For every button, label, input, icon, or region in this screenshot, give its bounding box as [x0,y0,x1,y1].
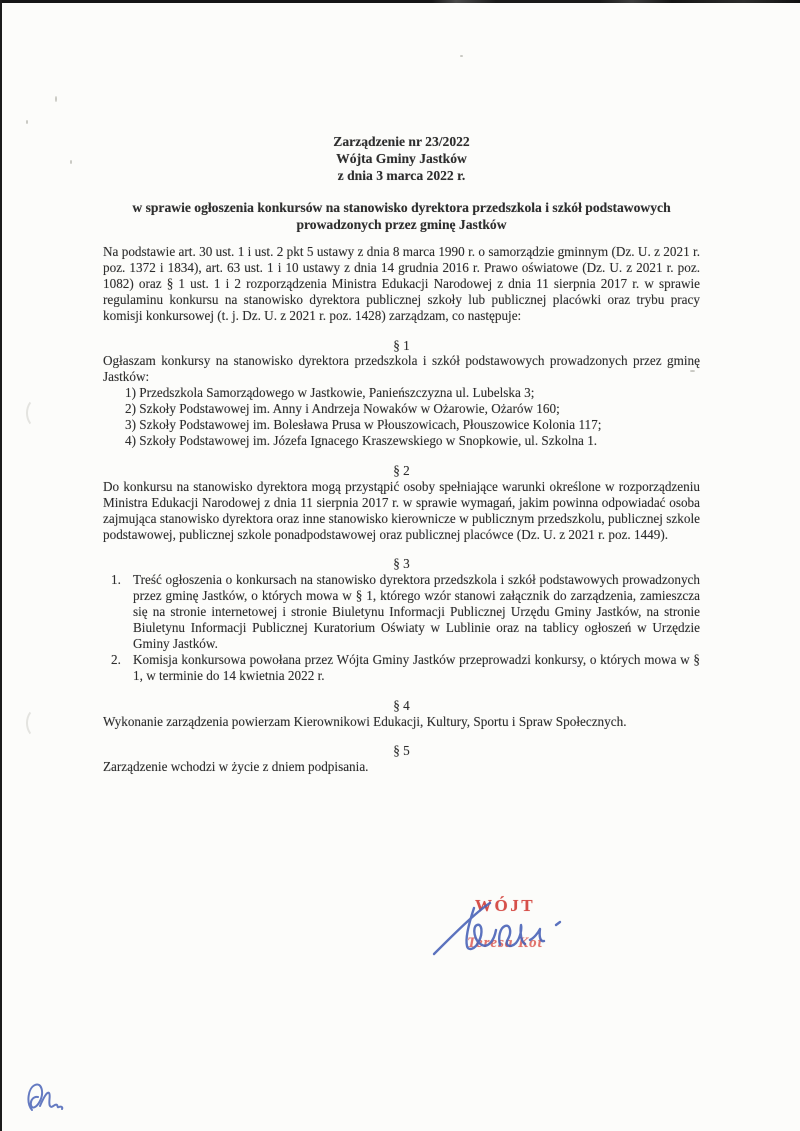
section-body: Zarządzenie wchodzi w życie z dniem podpisania. [103,759,369,775]
scan-speck [70,160,72,164]
page-curl-mark [26,708,48,738]
list-item: 4) Szkoły Podstawowej im. Józefa Ignacego Kraszewskiego w Snopkowie, ul. Szkolna 1. [125,432,598,448]
list-item: 1) Przedszkola Samorządowego w Jastkowie, Panieńszczyzna ul. Lubelska 3; [125,385,535,401]
numbered-item [103,652,700,684]
item-number: 1. [111,572,121,588]
mayor-stamp-title: WÓJT [474,896,536,915]
subject-line: prowadzonych przez gminę Jastków [296,217,507,232]
numbered-item [103,572,700,652]
section-heading: § 5 [393,743,410,759]
mayor-stamp-name: Teresa Kot [467,935,543,951]
document-title [103,0,700,184]
section-4 [103,698,700,730]
section-5 [103,743,700,775]
page-curl-mark [26,398,48,428]
document-subject [103,199,700,233]
title-line-date: z dnia 3 marca 2022 r. [337,168,466,183]
handwritten-signature-icon [424,896,584,960]
section-intro: Ogłaszam konkursy na stanowisko dyrektora przedszkola i szkół podstawowych prowadzonych przez gminę Jastków: [103,353,700,385]
list-item: 3) Szkoły Podstawowej im. Bolesława Prusa w Płouszowicach, Płouszowice Kolonia 117; [125,417,602,433]
signature-block [438,896,572,952]
section-heading: § 2 [393,462,410,478]
section-body: Wykonanie zarządzenia powierzam Kierownikowi Edukacji, Kultury, Sportu i Spraw Społecznych. [103,713,627,729]
item-number: 2. [111,651,121,667]
section-1 [103,338,700,449]
title-line-issuer: Wójta Gminy Jastków [336,151,467,166]
scan-edge-artifact-left [0,0,2,1131]
section-heading: § 1 [393,337,410,353]
scan-speck [55,96,57,102]
subject-line: w sprawie ogłoszenia konkursów na stanowisko dyrektora przedszkola i szkół podstawowych [132,200,671,215]
school-list [103,385,700,449]
list-item: 2) Szkoły Podstawowej im. Anny i Andrzeja Nowaków w Ożarowie, Ożarów 160; [125,401,560,417]
section-2 [103,463,700,543]
section-heading: § 4 [393,697,410,713]
section-heading: § 3 [393,556,410,572]
section-3 [103,556,700,683]
title-line-number: Zarządzenie nr 23/2022 [333,134,470,149]
scan-speck [26,120,28,124]
item-text: Komisja konkursowa powołana przez Wójta Gminy Jastków przeprowadzi konkursy, o których mowa w § 1, w terminie do 14 kwietnia 2022 r. [133,651,700,683]
ordinance-document [103,0,700,775]
item-text: Treść ogłoszenia o konkursach na stanowisko dyrektora przedszkola i szkół podstawowych prowadzonych przez gminę Jastków, o których mowa w § 1, którego wzór stanowi załącznik do zarządzenia, zamieszcza się na stronie internetowej i stronie Biuletynu Informacji Publicznej Urzędu Gminy Jastków, na stronie Biuletynu Informacji Publicznej Kuratorium Oświaty w Lublinie oraz na tablicy ogłoszeń w Urzędzie Gminy Jastków. [133,572,700,651]
section-body: Do konkursu na stanowisko dyrektora mogą przystąpić osoby spełniające warunki określone w rozporządzeniu Ministra Edukacji Narodowej z dnia 11 sierpnia 2017 r. w sprawie wymagań, jakim powinna odpowiadać osoba zajmująca stanowisko dyrektora oraz inne stanowisko kierownicze w publicznym przedszkolu, publicznej szkole podstawowej, publicznej szkole ponadpodstawowej oraz publicznej placówce (Dz. U. z 2021 r. poz. 1449). [103,478,700,542]
legal-preamble: Na podstawie art. 30 ust. 1 i ust. 2 pkt 5 ustawy z dnia 8 marca 1990 r. o samorządzie gminnym (Dz. U. z 2021 r. poz. 1372 i 1834), art. 63 ust. 1 i 10 ustawy z dnia 14 grudnia 2016 r. Prawo oświatowe (Dz. U. z 2021 r. poz. 1082) oraz § 1 ust. 1 i 2 rozporządzenia Ministra Edukacji Narodowej z dnia 11 sierpnia 2017 r. w sprawie regulaminu konkursu na stanowisko dyrektora publicznej szkoły lub publicznej placówki oraz trybu pracy komisji konkursowej (t. j. Dz. U. z 2021 r. poz. 1428) zarządzam, co następuje: [103,244,700,323]
initials-paraph-icon [22,1080,76,1118]
